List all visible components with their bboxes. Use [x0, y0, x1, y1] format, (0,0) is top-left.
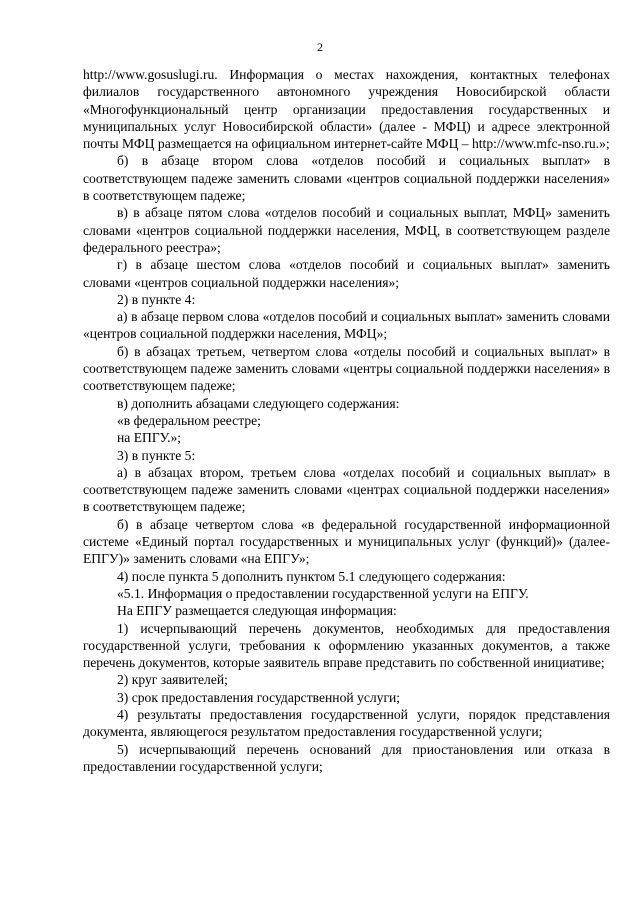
document-body: [83, 66, 610, 775]
paragraph-1v: в) в абзаце пятом слова «отделов пособий и социальных выплат, МФЦ» заменить словами «центров социальной поддержки населения, МФЦ, в соответствующем разделе федерального реестра»;: [83, 205, 610, 255]
paragraph-1b: б) в абзаце втором слова «отделов пособий и социальных выплат» в соответствующем падеже заменить словами «центров социальной поддержки населения» в соответствующем падеже;: [83, 153, 610, 204]
paragraph-list-3: 3) срок предоставления государственной услуги;: [117, 689, 401, 705]
page-number: 2: [317, 40, 323, 54]
paragraph-item-3: 3) в пункте 5:: [117, 447, 196, 463]
paragraph-2v-line-1: «в федеральном реестре;: [117, 412, 261, 428]
paragraph-1g: г) в абзаце шестом слова «отделов пособий и социальных выплат» заменить словами «центров социальной поддержки населения»;: [83, 257, 610, 290]
paragraph-2a: а) в абзаце первом слова «отделов пособий и социальных выплат» заменить словами «центров социальной поддержки населения, МФЦ»;: [83, 309, 610, 342]
paragraph-list-5: 5) исчерпывающий перечень оснований для приостановления или отказа в предоставлении государственной услуги;: [83, 741, 610, 774]
paragraph-item-2: 2) в пункте 4:: [117, 291, 196, 307]
paragraph-2v-line-2: на ЕПГУ.»;: [117, 430, 182, 446]
paragraph-epgu-intro: На ЕПГУ размещается следующая информация:: [117, 603, 397, 619]
paragraph-list-2: 2) круг заявителей;: [117, 672, 228, 688]
paragraph-3a: а) в абзацах втором, третьем слова «отделах пособий и социальных выплат» в соответствующем падеже заменить словами «центрах социальной поддержки населения» в соответствующем падеже;: [83, 464, 610, 515]
paragraph-list-4: 4) результаты предоставления государственной услуги, порядок представления документа, являющегося результатом предоставления государственной услуги;: [83, 706, 610, 740]
paragraph-2b: б) в абзацах третьем, четвертом слова «отделы пособий и социальных выплат» в соответствующем падеже заменить словами «центры социальной поддержки населения» в соответствующем падеже;: [83, 343, 610, 394]
paragraph-list-1: 1) исчерпывающий перечень документов, необходимых для предоставления государственной услуги, требования к оформлению указанных документов, а также перечень документов, которые заявитель вправе представить по собственной инициативе;: [83, 620, 610, 671]
paragraph-item-4: 4) после пункта 5 дополнить пунктом 5.1 следующего содержания:: [117, 568, 506, 584]
paragraph-contact-info: http://www.gosuslugi.ru. Информация о местах нахождения, контактных телефонах филиалов государственного автономного учреждения Новосибирской области «Многофункциональный центр организации предоставления государственных и муниципальных услуг Новосибирской области» (далее - МФЦ) и адресе электронной почты МФЦ размещается на официальном интернет-сайте МФЦ – http://www.mfc-nso.ru.»;: [83, 67, 610, 152]
paragraph-3b: б) в абзаце четвертом слова «в федеральной государственной информационной системе «Единый портал государственных и муниципальных услуг (функций)» (далее-ЕПГУ)» заменить словами «на ЕПГУ»;: [83, 516, 610, 567]
paragraph-5-1-title: «5.1. Информация о предоставлении государственной услуги на ЕПГУ.: [117, 585, 529, 601]
paragraph-2v: в) дополнить абзацами следующего содержания:: [117, 395, 400, 411]
